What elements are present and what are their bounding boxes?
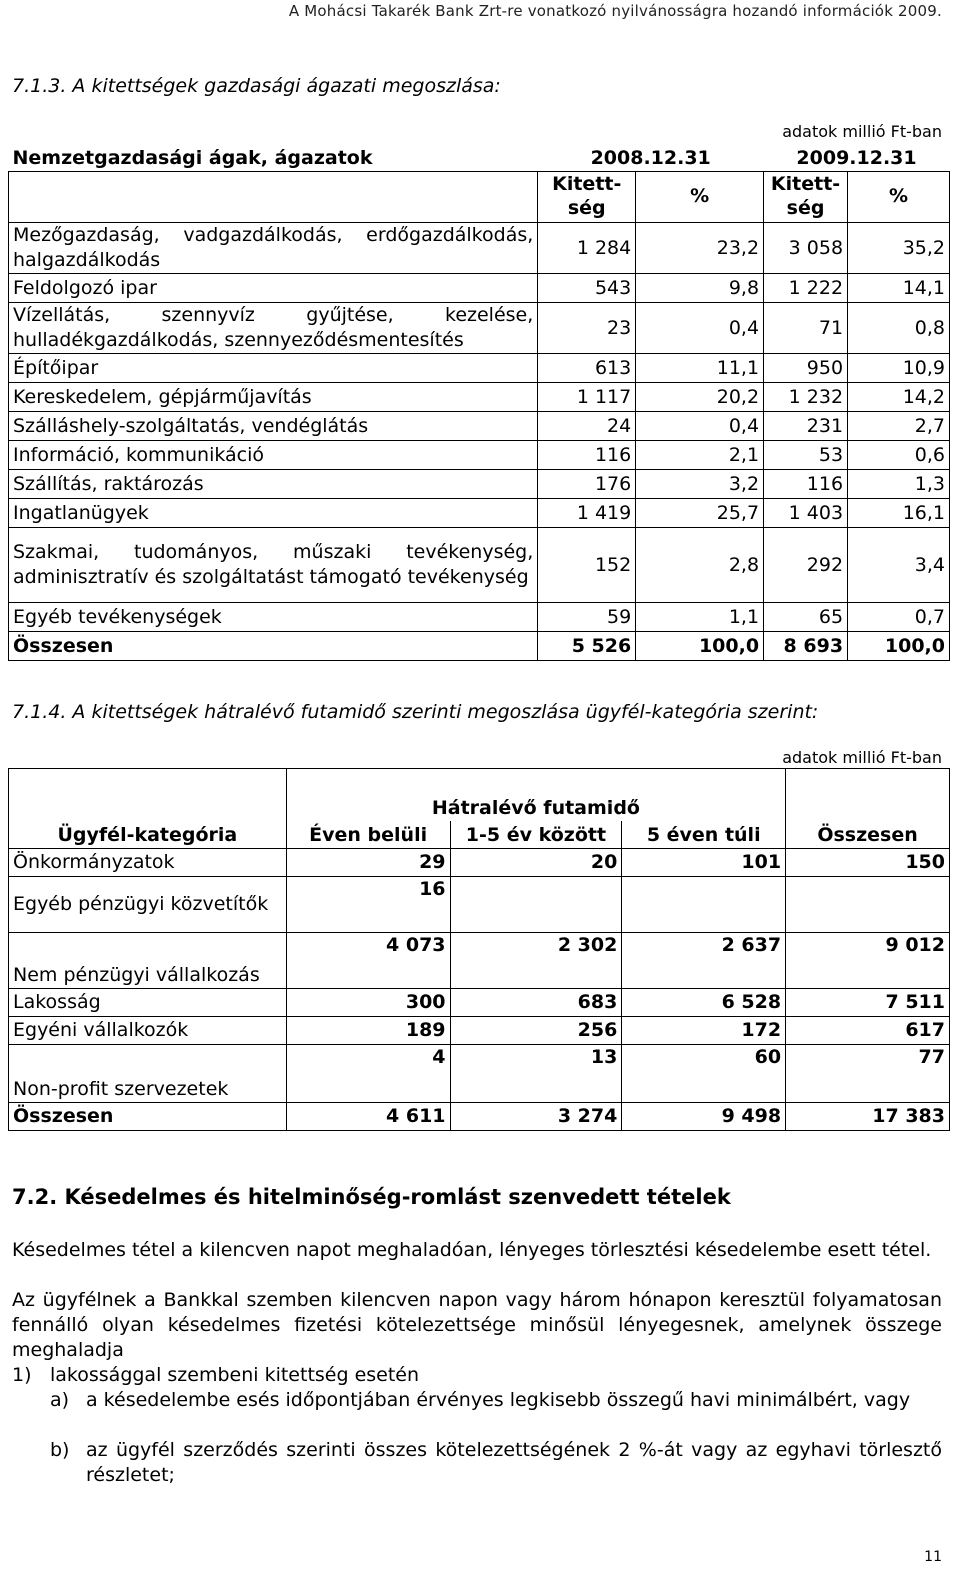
cell-value: 2,8 (636, 528, 764, 603)
cell-value: 5 526 (538, 632, 636, 661)
row-label: Szálláshely-szolgáltatás, vendéglátás (9, 412, 538, 441)
cell-value: 152 (538, 528, 636, 603)
cell-value: 25,7 (636, 499, 764, 528)
cell-value: 3,2 (636, 470, 764, 499)
cell-value: 23,2 (636, 223, 764, 274)
cell-value: 13 (450, 1045, 622, 1103)
cell-value: 9 012 (786, 933, 950, 989)
cell-value: 20,2 (636, 383, 764, 412)
cell-value: 176 (538, 470, 636, 499)
cell-value: 53 (764, 441, 848, 470)
table-subheader-row (9, 172, 950, 223)
table-row (9, 354, 950, 383)
cell-value: 16 (286, 877, 450, 933)
table-row (9, 1045, 950, 1103)
cell-value (622, 877, 786, 933)
cell-value (450, 877, 622, 933)
row-label: Lakosság (9, 989, 287, 1017)
col-header-pct-2008: % (636, 172, 764, 223)
cell-value: 100,0 (848, 632, 950, 661)
section-title-7-1-3: 7.1.3. A kitettségek gazdasági ágazati megoszlása: (12, 75, 501, 97)
section-title-7-1-4: 7.1.4. A kitettségek hátralévő futamidő szerinti megoszlása ügyfél-kategória szerint: (12, 701, 819, 723)
units-note-2: adatok millió Ft-ban (782, 748, 942, 767)
row-label: Mezőgazdaság, vadgazdálkodás, erdőgazdálkodás, halgazdálkodás (9, 223, 538, 274)
table-row (9, 303, 950, 354)
group-header-maturity: Hátralévő futamidő (286, 769, 785, 821)
row-label: Szakmai, tudományos, műszaki tevékenység, adminisztratív és szolgáltatást támogató tevékenység (9, 528, 538, 603)
list-letter-b: b) (50, 1439, 70, 1461)
cell-value: 1 117 (538, 383, 636, 412)
col-header-sector: Nemzetgazdasági ágak, ágazatok (12, 146, 373, 169)
cell-value: 17 383 (786, 1103, 950, 1131)
table-row (9, 877, 950, 933)
table-row (9, 470, 950, 499)
cell-value: 23 (538, 303, 636, 354)
cell-value: 60 (622, 1045, 786, 1103)
cell-value: 3 058 (764, 223, 848, 274)
cell-value: 300 (286, 989, 450, 1017)
row-label: Non-profit szervezetek (9, 1045, 287, 1103)
col-header-pct-2009: % (848, 172, 950, 223)
row-label: Feldolgozó ipar (9, 274, 538, 303)
cell-value: 172 (622, 1017, 786, 1045)
col-header-1-5-years: 1-5 év között (450, 821, 622, 849)
col-header-over-5-years: 5 éven túli (622, 821, 786, 849)
cell-value: 543 (538, 274, 636, 303)
cell-value: 292 (764, 528, 848, 603)
list-number-1: 1) (12, 1364, 32, 1386)
cell-value: 77 (786, 1045, 950, 1103)
col-header-date-2009: 2009.12.31 (796, 146, 917, 169)
cell-value: 4 611 (286, 1103, 450, 1131)
cell-value: 0,7 (848, 603, 950, 632)
cell-value (786, 877, 950, 933)
row-label: Egyéb tevékenységek (9, 603, 538, 632)
table-row (9, 989, 950, 1017)
blank-cell (9, 172, 538, 223)
cell-value: 35,2 (848, 223, 950, 274)
cell-value: 116 (764, 470, 848, 499)
cell-value: 29 (286, 849, 450, 877)
table-group-header-row (9, 769, 950, 821)
row-label: Összesen (9, 1103, 287, 1131)
cell-value: 11,1 (636, 354, 764, 383)
cell-value: 1 232 (764, 383, 848, 412)
cell-value: 617 (786, 1017, 950, 1045)
page-number: 11 (924, 1549, 942, 1565)
table-row (9, 223, 950, 274)
table-header-row (9, 145, 950, 172)
row-label: Ingatlanügyek (9, 499, 538, 528)
row-label: Kereskedelem, gépjárműjavítás (9, 383, 538, 412)
table-row (9, 528, 950, 603)
cell-value: 2,7 (848, 412, 950, 441)
cell-value: 1,3 (848, 470, 950, 499)
sector-exposure-table (8, 145, 950, 661)
cell-value: 14,2 (848, 383, 950, 412)
cell-value: 4 (286, 1045, 450, 1103)
cell-value: 0,4 (636, 303, 764, 354)
cell-value: 2 302 (450, 933, 622, 989)
list-item-a: a késedelembe esés időpontjában érvényes legkisebb összegű havi minimálbért, vagy (86, 1389, 911, 1411)
list-item-b: az ügyfél szerződés szerinti összes kötelezettségének 2 %-át vagy az egyhavi törlesztő részletet; (86, 1439, 942, 1486)
cell-value: 1,1 (636, 603, 764, 632)
cell-value: 2 637 (622, 933, 786, 989)
col-header-exposure-2008: Kitett-ség (538, 172, 636, 223)
row-label: Építőipar (9, 354, 538, 383)
list-item-1: lakossággal szembeni kitettség esetén (50, 1364, 420, 1386)
table-row (9, 274, 950, 303)
row-label: Önkormányzatok (9, 849, 287, 877)
list-letter-a: a) (50, 1389, 70, 1411)
blank-cell (786, 769, 950, 821)
cell-value: 16,1 (848, 499, 950, 528)
cell-value: 24 (538, 412, 636, 441)
cell-value: 231 (764, 412, 848, 441)
cell-value: 683 (450, 989, 622, 1017)
cell-value: 65 (764, 603, 848, 632)
cell-value: 0,6 (848, 441, 950, 470)
cell-value: 2,1 (636, 441, 764, 470)
row-label: Összesen (9, 632, 538, 661)
cell-value: 100,0 (636, 632, 764, 661)
maturity-exposure-table (8, 768, 950, 1131)
cell-value: 0,8 (848, 303, 950, 354)
table-row (9, 383, 950, 412)
cell-value: 1 222 (764, 274, 848, 303)
cell-value: 9 498 (622, 1103, 786, 1131)
cell-value: 6 528 (622, 989, 786, 1017)
cell-value: 10,9 (848, 354, 950, 383)
cell-value: 950 (764, 354, 848, 383)
table-row (9, 441, 950, 470)
col-header-category: Ügyfél-kategória (9, 821, 287, 849)
cell-value: 3 274 (450, 1103, 622, 1131)
table-row (9, 412, 950, 441)
row-label: Egyéb pénzügyi közvetítők (9, 877, 287, 933)
table-row (9, 1017, 950, 1045)
cell-value: 3,4 (848, 528, 950, 603)
paragraph-definition: Késedelmes tétel a kilencven napot meghaladóan, lényeges törlesztési késedelembe esett tétel. (12, 1239, 932, 1261)
page-header: A Mohácsi Takarék Bank Zrt-re vonatkozó nyilvánosságra hozandó információk 2009. (288, 2, 942, 20)
cell-value: 20 (450, 849, 622, 877)
table-row (9, 603, 950, 632)
row-label: Információ, kommunikáció (9, 441, 538, 470)
cell-value: 189 (286, 1017, 450, 1045)
units-note-1: adatok millió Ft-ban (782, 122, 942, 141)
col-header-within-year: Éven belüli (286, 821, 450, 849)
cell-value: 7 511 (786, 989, 950, 1017)
row-label: Vízellátás, szennyvíz gyűjtése, kezelése, hulladékgazdálkodás, szennyeződésmentesítés (9, 303, 538, 354)
cell-value: 256 (450, 1017, 622, 1045)
table-row (9, 499, 950, 528)
col-header-total: Összesen (786, 821, 950, 849)
table-row (9, 849, 950, 877)
blank-cell (9, 769, 287, 821)
table-header-row (9, 821, 950, 849)
col-header-date-2008: 2008.12.31 (590, 146, 711, 169)
cell-value: 59 (538, 603, 636, 632)
cell-value: 1 284 (538, 223, 636, 274)
table-total-row (9, 1103, 950, 1131)
paragraph-materiality: Az ügyfélnek a Bankkal szemben kilencven napon vagy három hónapon keresztül folyamatosan fennálló olyan késedelmes fizetési kötelezettsége minősül lényegesnek, amelynek összege meghaladja (12, 1289, 942, 1361)
section-heading-7-2: 7.2. Késedelmes és hitelminőség-romlást szenvedett tételek (12, 1185, 731, 1209)
row-label: Szállítás, raktározás (9, 470, 538, 499)
row-label: Egyéni vállalkozók (9, 1017, 287, 1045)
cell-value: 4 073 (286, 933, 450, 989)
cell-value: 116 (538, 441, 636, 470)
row-label: Nem pénzügyi vállalkozás (9, 933, 287, 989)
cell-value: 1 419 (538, 499, 636, 528)
cell-value: 71 (764, 303, 848, 354)
cell-value: 101 (622, 849, 786, 877)
cell-value: 9,8 (636, 274, 764, 303)
cell-value: 150 (786, 849, 950, 877)
table-total-row (9, 632, 950, 661)
cell-value: 14,1 (848, 274, 950, 303)
cell-value: 613 (538, 354, 636, 383)
cell-value: 1 403 (764, 499, 848, 528)
cell-value: 0,4 (636, 412, 764, 441)
table-row (9, 933, 950, 989)
col-header-exposure-2009: Kitett-ség (764, 172, 848, 223)
cell-value: 8 693 (764, 632, 848, 661)
